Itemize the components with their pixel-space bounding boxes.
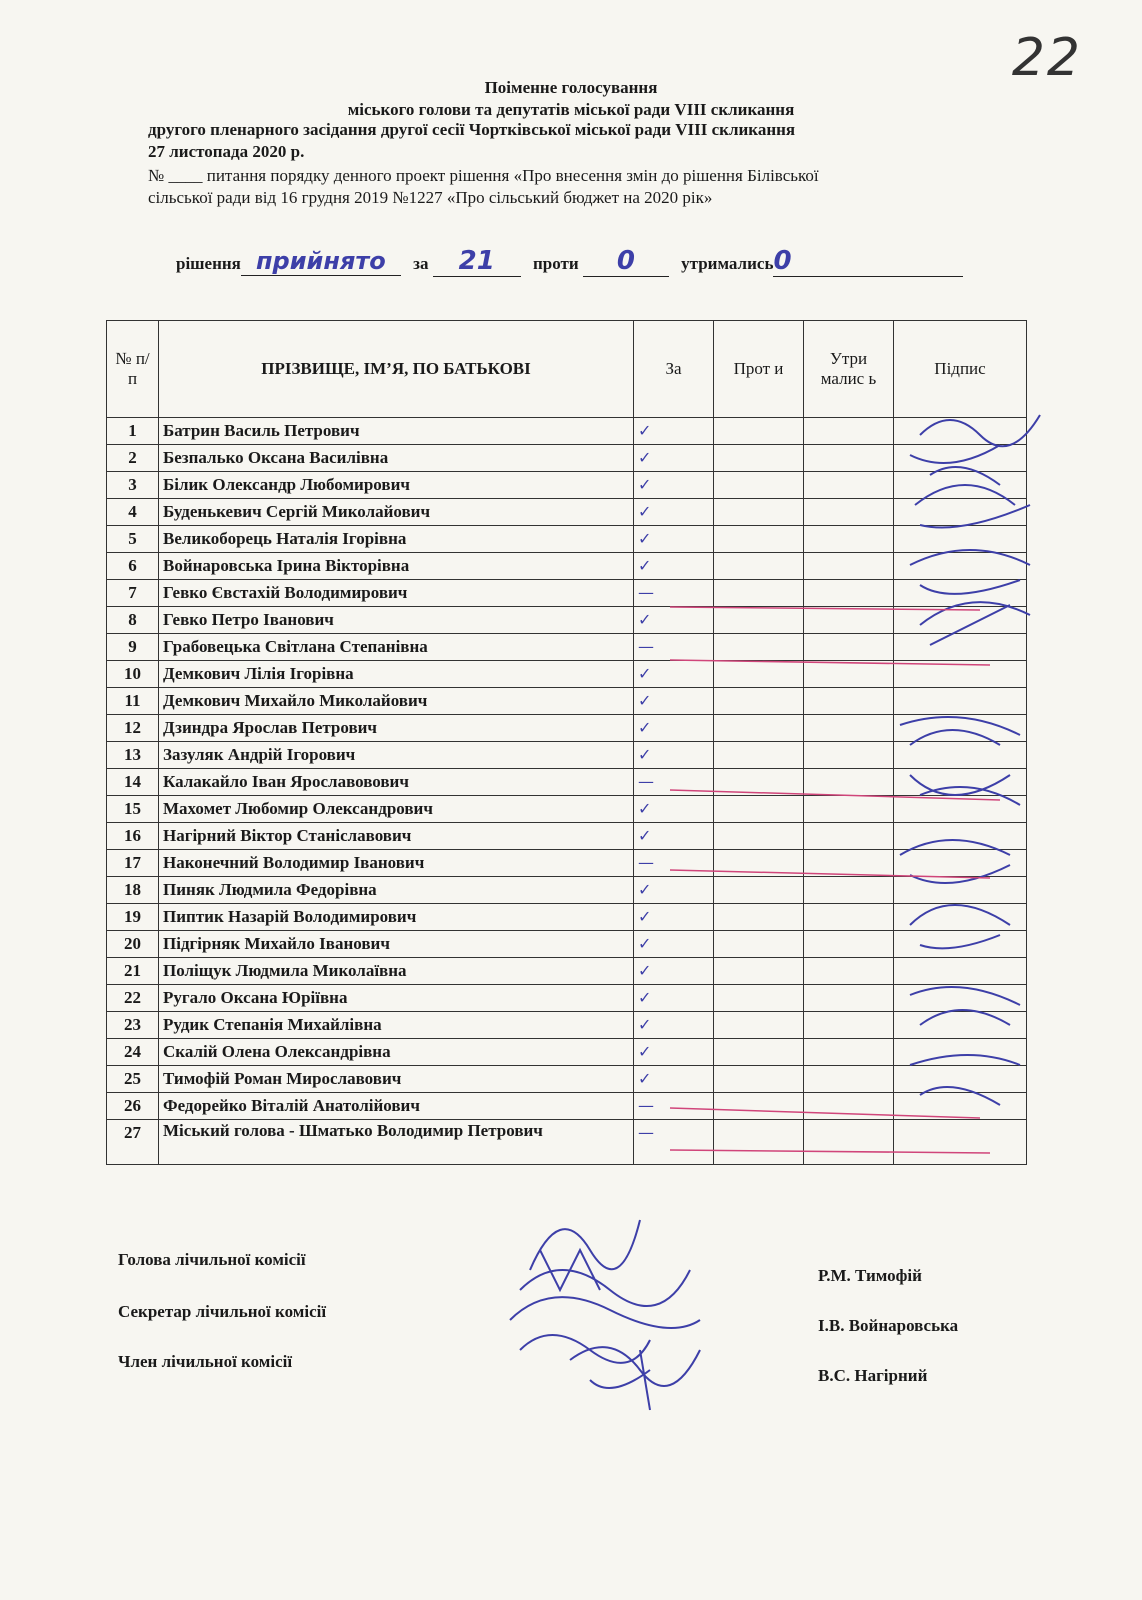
signature-cell [894, 796, 1027, 823]
vote-for-mark: — [634, 1093, 714, 1120]
vote-for-mark: ✓ [634, 472, 714, 499]
signature-cell [894, 499, 1027, 526]
signature-cell [894, 823, 1027, 850]
vote-for-mark: ✓ [634, 985, 714, 1012]
vote-for-mark: ✓ [634, 526, 714, 553]
vote-against-cell [714, 553, 804, 580]
for-value: 21 [433, 246, 521, 277]
table-row [107, 499, 1027, 526]
deputy-name: Ругало Оксана Юріївна [159, 985, 634, 1012]
table-row [107, 850, 1027, 877]
vote-for-mark: ✓ [634, 877, 714, 904]
vote-abstain-cell [804, 769, 894, 796]
page-number: 22 [1011, 28, 1082, 88]
vote-against-cell [714, 634, 804, 661]
decision-label: рішення [176, 254, 241, 273]
vote-abstain-cell [804, 580, 894, 607]
table-row [107, 634, 1027, 661]
vote-abstain-cell [804, 472, 894, 499]
vote-abstain-cell [804, 1012, 894, 1039]
vote-abstain-cell [804, 742, 894, 769]
vote-for-mark: ✓ [634, 742, 714, 769]
table-row [107, 769, 1027, 796]
table-row [107, 1120, 1027, 1165]
vote-against-cell [714, 1012, 804, 1039]
row-number: 9 [107, 634, 159, 661]
vote-abstain-cell [804, 904, 894, 931]
vote-for-mark: ✓ [634, 715, 714, 742]
vote-for-mark: ✓ [634, 445, 714, 472]
vote-against-cell [714, 742, 804, 769]
agenda-text-1: питання порядку денного проект рішення «Про внесення змін до рішення Білівської [206, 166, 819, 185]
row-number: 15 [107, 796, 159, 823]
session-date: 27 листопада 2020 р. [148, 142, 305, 161]
voting-table [106, 320, 1027, 1165]
table-row [107, 715, 1027, 742]
signature-cell [894, 958, 1027, 985]
abstain-value: 0 [773, 246, 963, 277]
row-number: 21 [107, 958, 159, 985]
vote-against-cell [714, 526, 804, 553]
row-number: 10 [107, 661, 159, 688]
vote-for-mark: — [634, 580, 714, 607]
abstain-label: утримались [681, 254, 774, 273]
deputy-name: Білик Олександр Любомирович [159, 472, 634, 499]
vote-for-mark: ✓ [634, 418, 714, 445]
vote-against-cell [714, 472, 804, 499]
vote-abstain-cell [804, 526, 894, 553]
vote-for-mark: ✓ [634, 553, 714, 580]
vote-for-mark: ✓ [634, 958, 714, 985]
vote-abstain-cell [804, 418, 894, 445]
row-number: 5 [107, 526, 159, 553]
vote-for-mark: ✓ [634, 796, 714, 823]
vote-abstain-cell [804, 553, 894, 580]
vote-against-cell [714, 661, 804, 688]
row-number: 26 [107, 1093, 159, 1120]
vote-for-mark: — [634, 769, 714, 796]
deputy-name: Тимофій Роман Мирославович [159, 1066, 634, 1093]
row-number: 2 [107, 445, 159, 472]
deputy-name: Махомет Любомир Олександрович [159, 796, 634, 823]
decision-line [176, 246, 963, 277]
deputy-name: Пиняк Людмила Федорівна [159, 877, 634, 904]
signature-cell [894, 1120, 1027, 1165]
deputy-name: Грабовецька Світлана Степанівна [159, 634, 634, 661]
commission-member-name: В.С. Нагірний [818, 1366, 928, 1385]
vote-for-mark: — [634, 850, 714, 877]
vote-abstain-cell [804, 931, 894, 958]
commission-secretary-name: І.В. Войнаровська [818, 1316, 959, 1335]
signature-cell [894, 1066, 1027, 1093]
table-row [107, 1066, 1027, 1093]
signature-cell [894, 769, 1027, 796]
deputy-name: Нагірний Віктор Станіславович [159, 823, 634, 850]
signature-cell [894, 661, 1027, 688]
col-header-for: За [634, 321, 714, 418]
deputy-name: Міський голова - Шматько Володимир Петрович [159, 1120, 634, 1165]
col-header-abstain: Утри малис ь [804, 321, 894, 418]
vote-against-cell [714, 931, 804, 958]
signature-cell [894, 877, 1027, 904]
signature-cell [894, 526, 1027, 553]
deputy-name: Наконечний Володимир Іванович [159, 850, 634, 877]
row-number: 12 [107, 715, 159, 742]
deputy-name: Рудик Степанія Михайлівна [159, 1012, 634, 1039]
row-number: 13 [107, 742, 159, 769]
col-header-against: Прот и [714, 321, 804, 418]
deputy-name: Великоборець Наталія Ігорівна [159, 526, 634, 553]
row-number: 19 [107, 904, 159, 931]
vote-against-cell [714, 850, 804, 877]
vote-for-mark: ✓ [634, 931, 714, 958]
agenda-line-1 [148, 166, 819, 186]
commission-secretary-label: Секретар лічильної комісії [118, 1302, 327, 1321]
row-number: 20 [107, 931, 159, 958]
row-number: 18 [107, 877, 159, 904]
vote-abstain-cell [804, 661, 894, 688]
table-row [107, 580, 1027, 607]
signature-cell [894, 985, 1027, 1012]
row-number: 14 [107, 769, 159, 796]
vote-against-cell [714, 958, 804, 985]
table-row [107, 445, 1027, 472]
table-row [107, 958, 1027, 985]
doc-subtitle: міського голови та депутатів міської ради VIII скликання [347, 100, 795, 119]
signature-cell [894, 580, 1027, 607]
vote-abstain-cell [804, 877, 894, 904]
table-row [107, 1012, 1027, 1039]
commission-chair-name: Р.М. Тимофій [818, 1266, 922, 1285]
vote-abstain-cell [804, 688, 894, 715]
vote-for-mark: — [634, 634, 714, 661]
table-row [107, 472, 1027, 499]
row-number: 11 [107, 688, 159, 715]
table-row [107, 1093, 1027, 1120]
vote-against-cell [714, 796, 804, 823]
col-header-name: ПРІЗВИЩЕ, ІМ’Я, ПО БАТЬКОВІ [159, 321, 634, 418]
vote-for-mark: ✓ [634, 1066, 714, 1093]
vote-abstain-cell [804, 499, 894, 526]
against-value: 0 [583, 246, 669, 277]
col-header-signature: Підпис [894, 321, 1027, 418]
deputy-name: Пиптик Назарій Володимирович [159, 904, 634, 931]
row-number: 27 [107, 1120, 159, 1165]
deputy-name: Калакайло Іван Ярославовович [159, 769, 634, 796]
row-number: 25 [107, 1066, 159, 1093]
table-row [107, 607, 1027, 634]
signature-cell [894, 607, 1027, 634]
table-row [107, 661, 1027, 688]
vote-against-cell [714, 877, 804, 904]
signature-cell [894, 904, 1027, 931]
deputy-name: Буденькевич Сергій Миколайович [159, 499, 634, 526]
vote-for-mark: ✓ [634, 499, 714, 526]
vote-abstain-cell [804, 445, 894, 472]
vote-abstain-cell [804, 1093, 894, 1120]
table-row [107, 553, 1027, 580]
deputy-name: Батрин Василь Петрович [159, 418, 634, 445]
signature-cell [894, 1012, 1027, 1039]
deputy-name: Дзиндра Ярослав Петрович [159, 715, 634, 742]
commission-member-label: Член лічильної комісії [118, 1352, 293, 1371]
table-row [107, 742, 1027, 769]
row-number: 8 [107, 607, 159, 634]
table-row [107, 796, 1027, 823]
vote-abstain-cell [804, 715, 894, 742]
vote-abstain-cell [804, 1039, 894, 1066]
deputy-name: Скалій Олена Олександрівна [159, 1039, 634, 1066]
deputy-name: Поліщук Людмила Миколаївна [159, 958, 634, 985]
deputy-name: Підгірняк Михайло Іванович [159, 931, 634, 958]
table-row [107, 904, 1027, 931]
commission-signatures [490, 1190, 730, 1440]
table-row [107, 985, 1027, 1012]
signature-cell [894, 1039, 1027, 1066]
deputy-name: Федорейко Віталій Анатолійович [159, 1093, 634, 1120]
vote-for-mark: ✓ [634, 823, 714, 850]
vote-against-cell [714, 769, 804, 796]
commission-chair-label: Голова лічильної комісії [118, 1250, 306, 1269]
vote-abstain-cell [804, 850, 894, 877]
signature-cell [894, 634, 1027, 661]
agenda-line-2: сільської ради від 16 грудня 2019 №1227 «Про сільський бюджет на 2020 рік» [148, 188, 713, 207]
deputy-name: Гевко Петро Іванович [159, 607, 634, 634]
vote-against-cell [714, 985, 804, 1012]
doc-title: Поіменне голосування [484, 78, 658, 97]
vote-against-cell [714, 1093, 804, 1120]
deputy-name: Демкович Лілія Ігорівна [159, 661, 634, 688]
vote-against-cell [714, 715, 804, 742]
vote-abstain-cell [804, 607, 894, 634]
signature-cell [894, 472, 1027, 499]
table-row [107, 526, 1027, 553]
row-number: 24 [107, 1039, 159, 1066]
deputy-name: Демкович Михайло Миколайович [159, 688, 634, 715]
vote-abstain-cell [804, 985, 894, 1012]
signature-cell [894, 418, 1027, 445]
signature-cell [894, 1093, 1027, 1120]
row-number: 22 [107, 985, 159, 1012]
vote-against-cell [714, 1120, 804, 1165]
vote-abstain-cell [804, 958, 894, 985]
vote-against-cell [714, 1066, 804, 1093]
vote-abstain-cell [804, 823, 894, 850]
deputy-name: Гевко Євстахій Володимирович [159, 580, 634, 607]
vote-abstain-cell [804, 1066, 894, 1093]
vote-abstain-cell [804, 1120, 894, 1165]
signature-cell [894, 688, 1027, 715]
table-row [107, 688, 1027, 715]
deputy-name: Войнаровська Ірина Вікторівна [159, 553, 634, 580]
table-row [107, 823, 1027, 850]
signature-cell [894, 715, 1027, 742]
decision-value: прийнято [241, 247, 401, 276]
vote-against-cell [714, 688, 804, 715]
against-label: проти [532, 254, 579, 273]
vote-for-mark: ✓ [634, 688, 714, 715]
vote-against-cell [714, 1039, 804, 1066]
vote-against-cell [714, 445, 804, 472]
row-number: 7 [107, 580, 159, 607]
for-label: за [413, 254, 429, 273]
deputy-name: Безпалько Оксана Василівна [159, 445, 634, 472]
row-number: 1 [107, 418, 159, 445]
vote-for-mark: — [634, 1120, 714, 1165]
table-row [107, 1039, 1027, 1066]
table-row [107, 931, 1027, 958]
table-row [107, 877, 1027, 904]
vote-for-mark: ✓ [634, 661, 714, 688]
signature-cell [894, 553, 1027, 580]
signature-cell [894, 850, 1027, 877]
table-row [107, 418, 1027, 445]
vote-for-mark: ✓ [634, 904, 714, 931]
vote-for-mark: ✓ [634, 1012, 714, 1039]
deputy-name: Зазуляк Андрій Ігорович [159, 742, 634, 769]
vote-against-cell [714, 904, 804, 931]
row-number: 6 [107, 553, 159, 580]
vote-against-cell [714, 499, 804, 526]
signature-cell [894, 931, 1027, 958]
vote-against-cell [714, 607, 804, 634]
row-number: 4 [107, 499, 159, 526]
agenda-prefix: № ____ [148, 166, 203, 185]
row-number: 17 [107, 850, 159, 877]
row-number: 23 [107, 1012, 159, 1039]
col-header-num: № п/п [107, 321, 159, 418]
signature-cell [894, 445, 1027, 472]
signature-cell [894, 742, 1027, 769]
vote-against-cell [714, 580, 804, 607]
vote-abstain-cell [804, 634, 894, 661]
row-number: 16 [107, 823, 159, 850]
vote-against-cell [714, 418, 804, 445]
vote-abstain-cell [804, 796, 894, 823]
vote-for-mark: ✓ [634, 1039, 714, 1066]
vote-for-mark: ✓ [634, 607, 714, 634]
session-line: другого пленарного засідання другої сесії Чортківської міської ради VIII скликання [148, 120, 796, 139]
table-header-row [107, 321, 1027, 418]
vote-against-cell [714, 823, 804, 850]
row-number: 3 [107, 472, 159, 499]
